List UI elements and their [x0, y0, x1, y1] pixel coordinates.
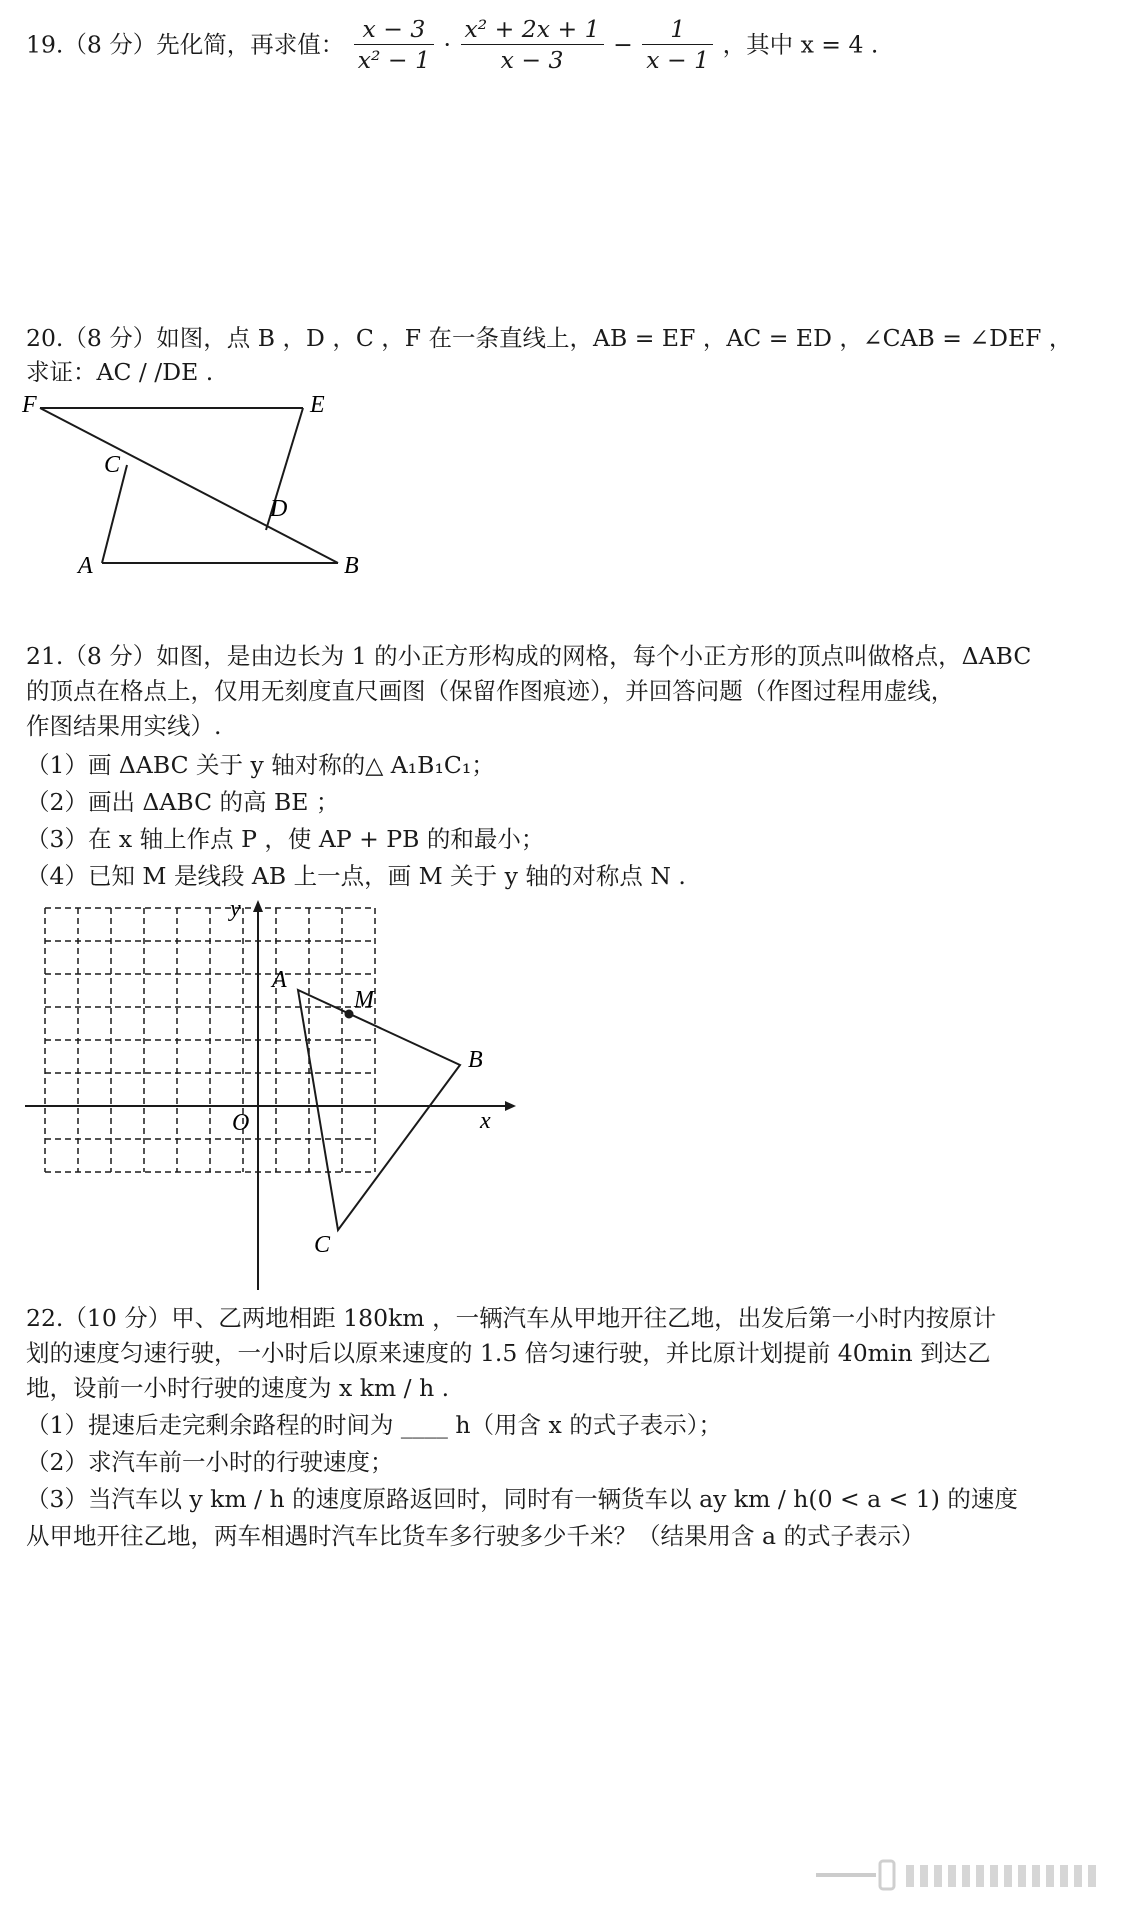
q21-line-1: 21.（8 分）如图，是由边长为 1 的小正方形构成的网格，每个小正方形的顶点叫做格点，ΔABC	[26, 642, 1032, 670]
q20-segment-AC	[102, 465, 127, 563]
q19-frac2-denominator: x − 3	[500, 46, 564, 74]
q19-prefix: 19.（8 分）先化简，再求值：	[26, 30, 345, 59]
q22-line-2: 划的速度匀速行驶，一小时后以原来速度的 1.5 倍匀速行驶，并比原计划提前 40min 到达乙	[26, 1339, 991, 1367]
q20-segment-FB	[40, 408, 338, 563]
q20-label-C: C	[104, 452, 121, 478]
q19-frac1-denominator: x² − 1	[357, 46, 431, 74]
q20-label-B: B	[344, 553, 359, 579]
q20-label-D: D	[270, 496, 288, 522]
q21-label-B: B	[468, 1047, 483, 1073]
q19-dot-operator: ·	[443, 30, 452, 59]
q20-label-A: A	[78, 553, 93, 579]
q19-frac1-numerator: x − 3	[354, 14, 434, 45]
q21-label-A: A	[272, 967, 287, 993]
q21-label-M: M	[354, 987, 374, 1013]
watermark-logo	[816, 1855, 1106, 1895]
q19-suffix: ，其中 x = 4 .	[722, 30, 879, 59]
q21-label-O: O	[232, 1110, 250, 1136]
question-19	[26, 14, 878, 75]
q19-fraction-3	[642, 14, 713, 75]
q21-point-M	[345, 1010, 354, 1019]
q22-item-4: 从甲地开往乙地，两车相遇时汽车比货车多行驶多少千米？（结果用含 a 的式子表示）	[26, 1522, 925, 1550]
q19-minus-operator: −	[613, 30, 633, 59]
q21-line-2: 的顶点在格点上，仅用无刻度直尺画图（保留作图痕迹），并回答问题（作图过程用虚线，	[26, 677, 955, 705]
q19-fraction-2	[461, 14, 604, 75]
q20-label-E: E	[310, 392, 325, 418]
q21-item-2: （2）画出 ΔABC 的高 BE ；	[26, 788, 340, 816]
q22-line-3: 地，设前一小时行驶的速度为 x km / h .	[26, 1374, 450, 1402]
q21-item-3: （3）在 x 轴上作点 P ，使 AP + PB 的和最小；	[26, 825, 545, 853]
q19-frac3-numerator: 1	[642, 14, 713, 45]
q21-x-axis-arrow	[505, 1101, 516, 1111]
q21-y-axis-arrow	[253, 900, 263, 912]
q20-line-1: 20.（8 分）如图，点 B ，D ，C ，F 在一条直线上，AB = EF ，AC = ED ，∠CAB = ∠DEF ，	[26, 324, 1073, 352]
q20-figure	[20, 388, 360, 583]
q19-frac2-numerator: x² + 2x + 1	[461, 14, 604, 45]
q21-label-x: x	[480, 1108, 491, 1134]
q21-item-4: （4）已知 M 是线段 AB 上一点，画 M 关于 y 轴的对称点 N .	[26, 862, 686, 890]
q21-label-y: y	[230, 896, 241, 922]
q20-line-2: 求证：AC / /DE .	[26, 358, 214, 386]
q21-dashed-grid	[45, 908, 375, 1172]
q21-line-3: 作图结果用实线）.	[26, 712, 222, 740]
q19-fraction-1	[354, 14, 434, 75]
q19-frac3-denominator: x − 1	[646, 46, 710, 74]
q21-item-1: （1）画 ΔABC 关于 y 轴对称的△ A₁B₁C₁；	[26, 751, 495, 779]
q22-item-2: （2）求汽车前一小时的行驶速度；	[26, 1448, 394, 1476]
q21-grid-figure	[20, 895, 520, 1295]
q22-item-1: （1）提速后走完剩余路程的时间为 ____ h（用含 x 的式子表示）；	[26, 1411, 722, 1439]
q22-line-1: 22.（10 分）甲、乙两地相距 180km ，一辆汽车从甲地开往乙地，出发后第一小时内按原计	[26, 1304, 997, 1332]
q21-label-C: C	[314, 1232, 331, 1258]
q21-triangle-ABC	[298, 990, 460, 1230]
q22-item-3: （3）当汽车以 y km / h 的速度原路返回时，同时有一辆货车以 ay km / h(0 < a < 1) 的速度	[26, 1485, 1018, 1513]
q20-label-F: F	[22, 392, 37, 418]
